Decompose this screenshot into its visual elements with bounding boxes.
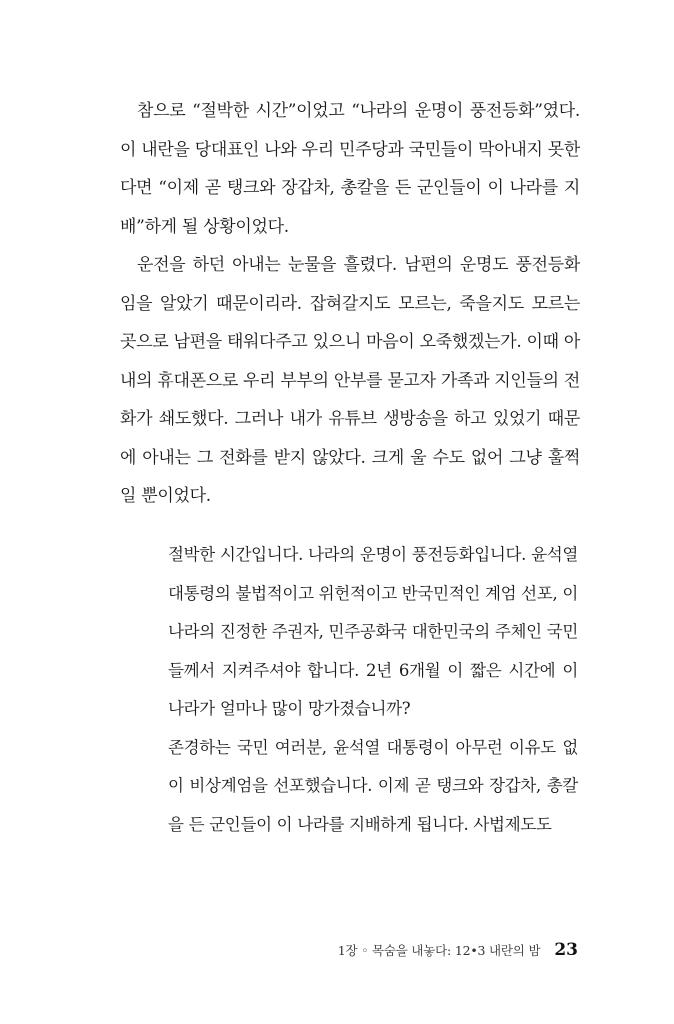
body-paragraph: 참으로 “절박한 시간”이었고 “나라의 운명이 풍전등화”였다. 이 내란을 당대표인 나와 우리 민주당과 국민들이 막아내지 못한다면 “이제 곧 탱크와 장갑차, 총칼을 든 군인들이 이 나라를 지배”하게 될 상황이었다.: [120, 101, 581, 237]
page-footer: [338, 940, 578, 964]
running-head: 1장 ◦ 목숨을 내놓다: 12•3 내란의 밤: [337, 943, 541, 958]
quote-paragraph: 존경하는 국민 여러분, 윤석열 대통령이 아무런 이유도 없이 비상계엄을 선포했습니다. 이제 곧 탱크와 장갑차, 총칼을 든 군인들이 이 나라를 지배하게 됩니다. 사법제도도: [168, 737, 578, 834]
page-number: 23: [554, 940, 578, 960]
speech-quote: [168, 536, 578, 844]
quote-paragraph: 절박한 시간입니다. 나라의 운명이 풍전등화입니다. 윤석열 대통령의 불법적이고 위헌적이고 반국민적인 계엄 선포, 이 나라의 진정한 주권자, 민주공화국 대한민국의 주체인 국민들께서 지켜주셔야 합니다. 2년 6개월 이 짧은 시간에 이 나라가 얼마나 많이 망가졌습니까?: [168, 545, 578, 718]
body-text: [120, 92, 580, 516]
body-paragraph: 운전을 하던 아내는 눈물을 흘렸다. 남편의 운명도 풍전등화임을 알았기 때문이리라. 잡혀갈지도 모르는, 죽을지도 모르는 곳으로 남편을 태워다주고 있으니 마음이 오죽했겠는가. 이때 아내의 휴대폰으로 우리 부부의 안부를 묻고자 가족과 지인들의 전화가 쇄도했다. 그러나 내가 유튜브 생방송을 하고 있었기 때문에 아내는 그 전화를 받지 않았다. 크게 울 수도 없어 그냥 훌쩍일 뿐이었다.: [120, 255, 581, 506]
